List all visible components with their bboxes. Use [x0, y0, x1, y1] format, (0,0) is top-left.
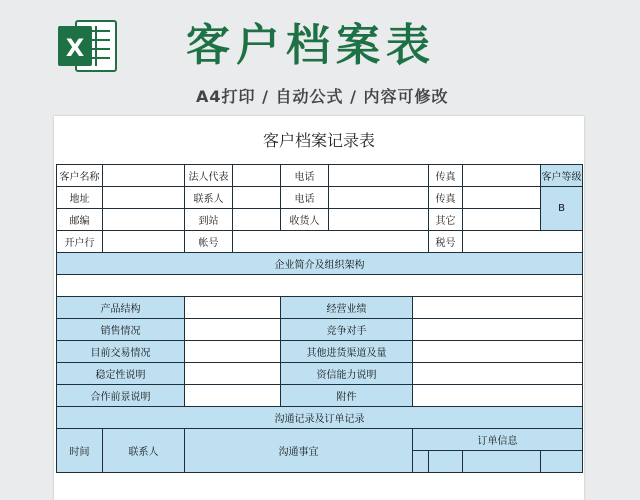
- table-row: [57, 341, 583, 363]
- consignee-cell[interactable]: [329, 209, 429, 231]
- phone-cell[interactable]: [329, 165, 429, 187]
- business-performance-cell[interactable]: [413, 297, 583, 319]
- table-row: [57, 275, 583, 297]
- sales-status-cell[interactable]: [185, 319, 281, 341]
- sheet-title: 客户档案记录表: [262, 131, 375, 150]
- current-trade-cell[interactable]: [185, 341, 281, 363]
- table-row: [57, 209, 583, 231]
- account-cell[interactable]: [233, 231, 429, 253]
- other-channels-label: 其他进货渠道及量: [281, 341, 413, 363]
- product-structure-cell[interactable]: [185, 297, 281, 319]
- cooperation-outlook-cell[interactable]: [185, 385, 281, 407]
- current-trade-label: 目前交易情况: [57, 341, 185, 363]
- account-label: 帐号: [185, 231, 233, 253]
- tax-id-cell[interactable]: [463, 231, 583, 253]
- cooperation-outlook-label: 合作前景说明: [57, 385, 185, 407]
- order-subheader-cell: [413, 451, 429, 473]
- spreadsheet-sheet: [54, 116, 584, 500]
- postcode-cell[interactable]: [103, 209, 185, 231]
- address-label: 地址: [57, 187, 103, 209]
- page-title: 客户档案表: [186, 20, 436, 71]
- order-subheader-cell: [541, 451, 583, 473]
- postcode-label: 邮编: [57, 209, 103, 231]
- legal-rep-cell[interactable]: [233, 165, 281, 187]
- table-row: [57, 385, 583, 407]
- product-structure-label: 产品结构: [57, 297, 185, 319]
- station-label: 到站: [185, 209, 233, 231]
- table-row: [57, 429, 583, 451]
- section-communication-orders: 沟通记录及订单记录: [57, 407, 583, 429]
- contact-label: 联系人: [185, 187, 233, 209]
- bank-cell[interactable]: [103, 231, 185, 253]
- legal-rep-label: 法人代表: [185, 165, 233, 187]
- contact-cell[interactable]: [233, 187, 281, 209]
- customer-grade-value[interactable]: B: [541, 187, 583, 231]
- stability-cell[interactable]: [185, 363, 281, 385]
- other-cell[interactable]: [463, 209, 541, 231]
- phone-cell-2[interactable]: [329, 187, 429, 209]
- credit-capacity-label: 资信能力说明: [281, 363, 413, 385]
- customer-name-cell[interactable]: [103, 165, 185, 187]
- phone-label: 电话: [281, 165, 329, 187]
- tax-id-label: 税号: [429, 231, 463, 253]
- attachment-cell[interactable]: [413, 385, 583, 407]
- table-row: [57, 319, 583, 341]
- excel-logo-icon: [56, 18, 118, 74]
- table-row: [57, 165, 583, 187]
- table-row: [57, 231, 583, 253]
- address-cell[interactable]: [103, 187, 185, 209]
- table-row: [57, 363, 583, 385]
- excel-logo-letter: X: [65, 34, 85, 62]
- section-company-profile: 企业简介及组织架构: [57, 253, 583, 275]
- credit-capacity-cell[interactable]: [413, 363, 583, 385]
- order-info-header: 订单信息: [413, 429, 583, 451]
- competitors-label: 竞争对手: [281, 319, 413, 341]
- fax-cell-2[interactable]: [463, 187, 541, 209]
- business-performance-label: 经营业绩: [281, 297, 413, 319]
- table-row: [57, 253, 583, 275]
- table-row: [57, 297, 583, 319]
- company-profile-cell[interactable]: [57, 275, 583, 297]
- competitors-cell[interactable]: [413, 319, 583, 341]
- consignee-label: 收货人: [281, 209, 329, 231]
- phone-label-2: 电话: [281, 187, 329, 209]
- customer-name-label: 客户名称: [57, 165, 103, 187]
- banner: [0, 0, 640, 116]
- bank-label: 开户行: [57, 231, 103, 253]
- other-channels-cell[interactable]: [413, 341, 583, 363]
- contact-header: 联系人: [103, 429, 185, 473]
- other-label: 其它: [429, 209, 463, 231]
- fax-label: 传真: [429, 165, 463, 187]
- stability-label: 稳定性说明: [57, 363, 185, 385]
- customer-grade-label: 客户等级: [541, 165, 583, 187]
- table-row: [57, 407, 583, 429]
- attachment-label: 附件: [281, 385, 413, 407]
- customer-record-table: [56, 164, 583, 473]
- order-subheader-cell: [463, 451, 541, 473]
- time-header: 时间: [57, 429, 103, 473]
- station-cell[interactable]: [233, 209, 281, 231]
- order-subheader-cell: [429, 451, 463, 473]
- fax-cell[interactable]: [463, 165, 541, 187]
- table-row: [57, 187, 583, 209]
- sales-status-label: 销售情况: [57, 319, 185, 341]
- matter-header: 沟通事宜: [185, 429, 413, 473]
- fax-label-2: 传真: [429, 187, 463, 209]
- page-subtitle: A4打印 / 自动公式 / 内容可修改: [196, 87, 449, 106]
